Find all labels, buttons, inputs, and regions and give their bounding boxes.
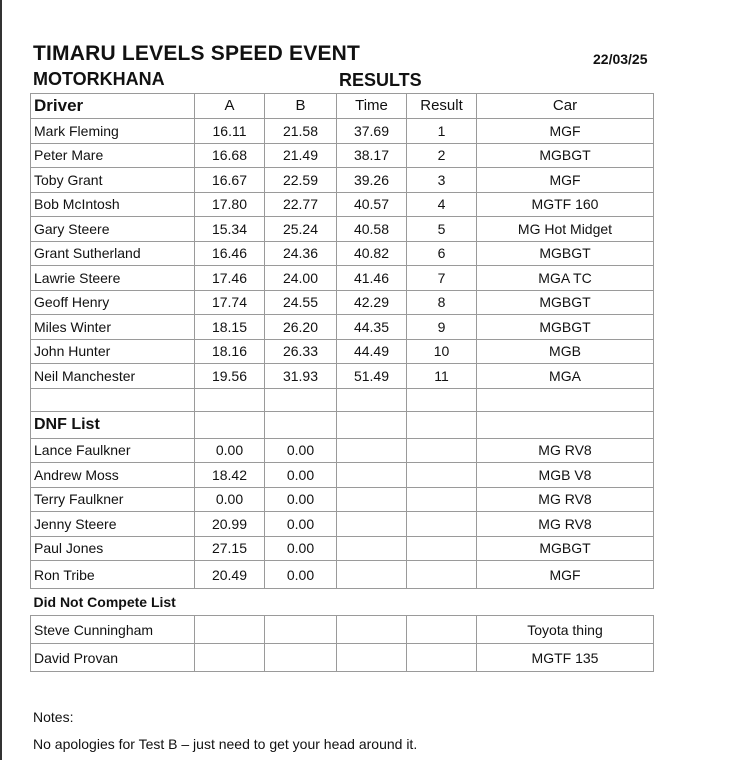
driver-cell: Lawrie Steere: [31, 266, 195, 291]
table-row: [31, 536, 654, 561]
blank-cell: [407, 388, 477, 411]
table-row: [31, 487, 654, 512]
blank-cell: [477, 411, 654, 438]
time-cell: 44.35: [337, 315, 407, 340]
result-cell: [407, 438, 477, 463]
table-row: [31, 168, 654, 193]
test-a-cell: 20.99: [195, 512, 265, 537]
car-cell: MGBGT: [477, 315, 654, 340]
table-row: [31, 143, 654, 168]
table-row: [31, 438, 654, 463]
car-cell: MG Hot Midget: [477, 217, 654, 242]
results-table: [30, 93, 654, 672]
driver-cell: Mark Fleming: [31, 119, 195, 144]
test-a-cell: [195, 616, 265, 644]
test-b-cell: 24.55: [265, 290, 337, 315]
driver-cell: Andrew Moss: [31, 463, 195, 488]
time-cell: 42.29: [337, 290, 407, 315]
blank-cell: [337, 388, 407, 411]
test-b-cell: [265, 644, 337, 672]
result-cell: [407, 561, 477, 589]
car-cell: MGBGT: [477, 290, 654, 315]
column-header-a: A: [195, 94, 265, 119]
test-a-cell: 27.15: [195, 536, 265, 561]
test-a-cell: 15.34: [195, 217, 265, 242]
table-row: [31, 364, 654, 389]
time-cell: 40.58: [337, 217, 407, 242]
table-row: [31, 512, 654, 537]
page-edge: [0, 0, 2, 760]
test-b-cell: 22.77: [265, 192, 337, 217]
car-cell: MG RV8: [477, 487, 654, 512]
time-cell: 40.82: [337, 241, 407, 266]
dnc-list-title: Did Not Compete List: [31, 589, 654, 616]
test-b-cell: 24.00: [265, 266, 337, 291]
car-cell: MGTF 135: [477, 644, 654, 672]
table-header-row: [31, 94, 654, 119]
table-row: [31, 561, 654, 589]
test-b-cell: 24.36: [265, 241, 337, 266]
result-cell: [407, 487, 477, 512]
test-a-cell: 18.42: [195, 463, 265, 488]
car-cell: MGB V8: [477, 463, 654, 488]
notes-label: Notes:: [33, 709, 74, 725]
driver-cell: Bob McIntosh: [31, 192, 195, 217]
results-heading: RESULTS: [339, 70, 422, 90]
result-cell: 4: [407, 192, 477, 217]
car-cell: MGTF 160: [477, 192, 654, 217]
test-a-cell: [195, 644, 265, 672]
result-cell: 5: [407, 217, 477, 242]
car-cell: MG RV8: [477, 512, 654, 537]
column-header-result: Result: [407, 94, 477, 119]
driver-cell: Geoff Henry: [31, 290, 195, 315]
test-a-cell: 18.16: [195, 339, 265, 364]
table-row: [31, 192, 654, 217]
car-cell: MGBGT: [477, 241, 654, 266]
result-cell: 8: [407, 290, 477, 315]
result-cell: 11: [407, 364, 477, 389]
table-row: [31, 339, 654, 364]
result-cell: [407, 536, 477, 561]
event-date: 22/03/25: [593, 51, 648, 67]
driver-cell: Paul Jones: [31, 536, 195, 561]
driver-cell: Grant Sutherland: [31, 241, 195, 266]
time-cell: [337, 616, 407, 644]
car-cell: MGB: [477, 339, 654, 364]
test-a-cell: 0.00: [195, 438, 265, 463]
test-a-cell: 17.74: [195, 290, 265, 315]
test-b-cell: 0.00: [265, 463, 337, 488]
test-a-cell: 17.46: [195, 266, 265, 291]
time-cell: 38.17: [337, 143, 407, 168]
time-cell: 40.57: [337, 192, 407, 217]
dnf-section-row: [31, 411, 654, 438]
column-header-car: Car: [477, 94, 654, 119]
driver-cell: David Provan: [31, 644, 195, 672]
result-cell: [407, 616, 477, 644]
column-header-driver: Driver: [31, 94, 195, 119]
driver-cell: Gary Steere: [31, 217, 195, 242]
car-cell: MGF: [477, 119, 654, 144]
event-title: TIMARU LEVELS SPEED EVENT: [33, 42, 361, 65]
test-b-cell: 31.93: [265, 364, 337, 389]
table-row: [31, 241, 654, 266]
result-cell: 6: [407, 241, 477, 266]
driver-cell: Miles Winter: [31, 315, 195, 340]
table-row: [31, 290, 654, 315]
table-row: [31, 217, 654, 242]
blank-cell: [195, 411, 265, 438]
test-b-cell: 22.59: [265, 168, 337, 193]
car-cell: MGF: [477, 168, 654, 193]
result-cell: 7: [407, 266, 477, 291]
table-row: [31, 463, 654, 488]
test-a-cell: 16.68: [195, 143, 265, 168]
driver-cell: Terry Faulkner: [31, 487, 195, 512]
test-b-cell: [265, 616, 337, 644]
test-a-cell: 19.56: [195, 364, 265, 389]
test-b-cell: 0.00: [265, 512, 337, 537]
driver-cell: Jenny Steere: [31, 512, 195, 537]
result-cell: 10: [407, 339, 477, 364]
blank-cell: [477, 388, 654, 411]
test-b-cell: 0.00: [265, 487, 337, 512]
driver-cell: John Hunter: [31, 339, 195, 364]
time-cell: [337, 487, 407, 512]
car-cell: MG RV8: [477, 438, 654, 463]
blank-cell: [265, 388, 337, 411]
driver-cell: Toby Grant: [31, 168, 195, 193]
dnf-list-title: DNF List: [31, 411, 195, 438]
time-cell: [337, 561, 407, 589]
car-cell: MGBGT: [477, 143, 654, 168]
blank-cell: [265, 411, 337, 438]
column-header-b: B: [265, 94, 337, 119]
time-cell: [337, 438, 407, 463]
table-row: [31, 119, 654, 144]
car-cell: MGBGT: [477, 536, 654, 561]
time-cell: 39.26: [337, 168, 407, 193]
event-subtitle: MOTORKHANA: [33, 69, 165, 89]
driver-cell: Lance Faulkner: [31, 438, 195, 463]
result-cell: 3: [407, 168, 477, 193]
test-b-cell: 25.24: [265, 217, 337, 242]
driver-cell: Neil Manchester: [31, 364, 195, 389]
test-b-cell: 0.00: [265, 438, 337, 463]
result-cell: 1: [407, 119, 477, 144]
result-cell: [407, 644, 477, 672]
table-row: [31, 616, 654, 644]
column-header-time: Time: [337, 94, 407, 119]
test-a-cell: 17.80: [195, 192, 265, 217]
test-a-cell: 16.11: [195, 119, 265, 144]
table-row: [31, 644, 654, 672]
test-a-cell: 16.67: [195, 168, 265, 193]
driver-cell: Peter Mare: [31, 143, 195, 168]
test-a-cell: 20.49: [195, 561, 265, 589]
test-a-cell: 16.46: [195, 241, 265, 266]
car-cell: MGA: [477, 364, 654, 389]
test-b-cell: 0.00: [265, 561, 337, 589]
driver-cell: Ron Tribe: [31, 561, 195, 589]
car-cell: MGA TC: [477, 266, 654, 291]
result-cell: [407, 463, 477, 488]
driver-cell: Steve Cunningham: [31, 616, 195, 644]
result-cell: [407, 512, 477, 537]
table-row: [31, 315, 654, 340]
test-b-cell: 21.49: [265, 143, 337, 168]
result-cell: 2: [407, 143, 477, 168]
car-cell: MGF: [477, 561, 654, 589]
blank-row: [31, 388, 654, 411]
time-cell: [337, 463, 407, 488]
test-b-cell: 21.58: [265, 119, 337, 144]
test-b-cell: 26.20: [265, 315, 337, 340]
car-cell: Toyota thing: [477, 616, 654, 644]
time-cell: 51.49: [337, 364, 407, 389]
time-cell: [337, 512, 407, 537]
blank-cell: [31, 388, 195, 411]
time-cell: [337, 536, 407, 561]
table-row: [31, 266, 654, 291]
blank-cell: [195, 388, 265, 411]
time-cell: 44.49: [337, 339, 407, 364]
results-table-body: [31, 94, 654, 672]
time-cell: 41.46: [337, 266, 407, 291]
dnc-section-row: [31, 589, 654, 616]
test-b-cell: 0.00: [265, 536, 337, 561]
blank-cell: [407, 411, 477, 438]
time-cell: 37.69: [337, 119, 407, 144]
time-cell: [337, 644, 407, 672]
test-a-cell: 0.00: [195, 487, 265, 512]
result-cell: 9: [407, 315, 477, 340]
test-a-cell: 18.15: [195, 315, 265, 340]
blank-cell: [337, 411, 407, 438]
notes-text: No apologies for Test B – just need to get your head around it.: [33, 736, 418, 752]
test-b-cell: 26.33: [265, 339, 337, 364]
